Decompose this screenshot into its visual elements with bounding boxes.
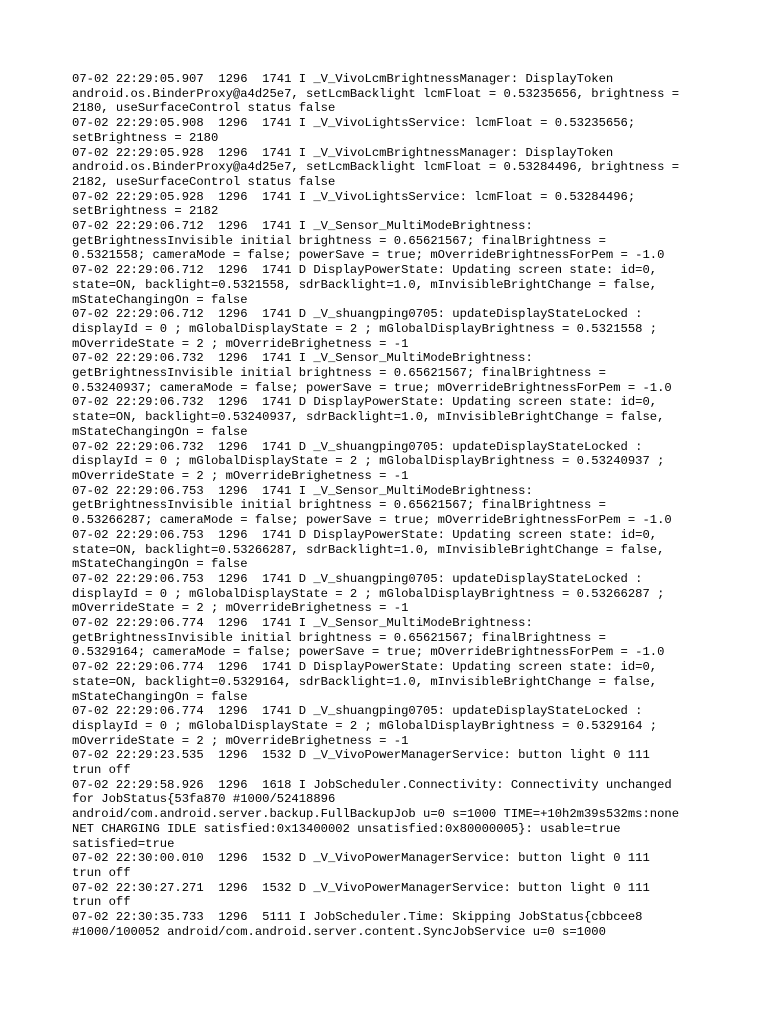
log-line: 07-02 22:29:06.732 1296 1741 I _V_Sensor_MultiModeBrightness: [72, 351, 533, 366]
log-line: #1000/100052 android/com.android.server.content.SyncJobService u=0 s=1000 [72, 924, 606, 939]
log-line: state=ON, backlight=0.5321558, sdrBacklight=1.0, mInvisibleBrightChange = false, [72, 277, 658, 292]
log-line: state=ON, backlight=0.53266287, sdrBacklight=1.0, mInvisibleBrightChange = false, [72, 542, 665, 557]
log-line: NET CHARGING IDLE satisfied:0x13400002 unsatisfied:0x80000005}: usable=true [72, 821, 621, 836]
log-line: displayId = 0 ; mGlobalDisplayState = 2 ; mGlobalDisplayBrightness = 0.5321558 ; [72, 321, 658, 336]
log-line: 0.53266287; cameraMode = false; powerSave = true; mOverrideBrightnessForPem = -1.0 [72, 513, 672, 528]
log-line: 07-02 22:30:27.271 1296 1532 D _V_VivoPowerManagerService: button light 0 111 [72, 880, 650, 895]
log-line: android/com.android.server.backup.FullBackupJob u=0 s=1000 TIME=+10h2m39s532ms:none [72, 807, 680, 822]
log-line: trun off [72, 895, 131, 910]
log-line: 07-02 22:29:06.732 1296 1741 D _V_shuangping0705: updateDisplayStateLocked : [72, 439, 643, 454]
log-line: getBrightnessInvisible initial brightness = 0.65621567; finalBrightness = [72, 366, 606, 381]
log-line: 0.5329164; cameraMode = false; powerSave = true; mOverrideBrightnessForPem = -1.0 [72, 645, 665, 660]
log-line: mOverrideState = 2 ; mOverrideBrighetness = -1 [72, 336, 409, 351]
log-line: 2180, useSurfaceControl status false [72, 101, 336, 116]
log-line: 07-02 22:29:05.928 1296 1741 I _V_VivoLightsService: lcmFloat = 0.53284496; [72, 189, 636, 204]
log-line: 07-02 22:29:23.535 1296 1532 D _V_VivoPowerManagerService: button light 0 111 [72, 748, 650, 763]
log-line: 07-02 22:30:35.733 1296 5111 I JobScheduler.Time: Skipping JobStatus{cbbcee8 [72, 910, 643, 925]
log-line: displayId = 0 ; mGlobalDisplayState = 2 ; mGlobalDisplayBrightness = 0.53266287 ; [72, 586, 665, 601]
log-line: trun off [72, 763, 131, 778]
log-line: state=ON, backlight=0.5329164, sdrBacklight=1.0, mInvisibleBrightChange = false, [72, 674, 658, 689]
log-line: 07-02 22:29:06.774 1296 1741 D DisplayPowerState: Updating screen state: id=0, [72, 660, 658, 675]
log-line: mStateChangingOn = false [72, 424, 248, 439]
log-line: 07-02 22:29:06.712 1296 1741 D _V_shuangping0705: updateDisplayStateLocked : [72, 307, 643, 322]
log-line: setBrightness = 2180 [72, 130, 219, 145]
log-line: 07-02 22:29:06.774 1296 1741 D _V_shuangping0705: updateDisplayStateLocked : [72, 704, 643, 719]
log-line: 07-02 22:29:06.712 1296 1741 I _V_Sensor_MultiModeBrightness: [72, 219, 533, 234]
log-line: 07-02 22:29:06.774 1296 1741 I _V_Sensor_MultiModeBrightness: [72, 616, 533, 631]
log-line: displayId = 0 ; mGlobalDisplayState = 2 ; mGlobalDisplayBrightness = 0.5329164 ; [72, 718, 658, 733]
log-line: getBrightnessInvisible initial brightness = 0.65621567; finalBrightness = [72, 233, 606, 248]
log-line: 0.53240937; cameraMode = false; powerSave = true; mOverrideBrightnessForPem = -1.0 [72, 380, 672, 395]
log-line: 07-02 22:29:58.926 1296 1618 I JobScheduler.Connectivity: Connectivity unchanged [72, 777, 672, 792]
log-document [72, 72, 712, 939]
log-line: 2182, useSurfaceControl status false [72, 174, 336, 189]
log-line: for JobStatus{53fa870 #1000/52418896 [72, 792, 336, 807]
log-line: getBrightnessInvisible initial brightness = 0.65621567; finalBrightness = [72, 498, 606, 513]
log-line: mOverrideState = 2 ; mOverrideBrighetness = -1 [72, 733, 409, 748]
log-line: mOverrideState = 2 ; mOverrideBrighetness = -1 [72, 601, 409, 616]
log-line: 07-02 22:29:05.928 1296 1741 I _V_VivoLcmBrightnessManager: DisplayToken [72, 145, 614, 160]
log-line: satisfied=true [72, 836, 175, 851]
log-line: android.os.BinderProxy@a4d25e7, setLcmBacklight lcmFloat = 0.53284496, brightness = [72, 160, 680, 175]
log-line: 07-02 22:29:06.753 1296 1741 D DisplayPowerState: Updating screen state: id=0, [72, 527, 658, 542]
log-line: getBrightnessInvisible initial brightness = 0.65621567; finalBrightness = [72, 630, 606, 645]
log-line: 07-02 22:29:06.753 1296 1741 D _V_shuangping0705: updateDisplayStateLocked : [72, 571, 643, 586]
log-line: 07-02 22:29:06.712 1296 1741 D DisplayPowerState: Updating screen state: id=0, [72, 263, 658, 278]
log-line: 07-02 22:29:05.908 1296 1741 I _V_VivoLightsService: lcmFloat = 0.53235656; [72, 116, 636, 131]
log-line: setBrightness = 2182 [72, 204, 219, 219]
log-line: 07-02 22:29:06.753 1296 1741 I _V_Sensor_MultiModeBrightness: [72, 483, 533, 498]
log-text-block [72, 72, 712, 939]
log-line: 07-02 22:30:00.010 1296 1532 D _V_VivoPowerManagerService: button light 0 111 [72, 851, 650, 866]
log-line: mStateChangingOn = false [72, 557, 248, 572]
log-line: mStateChangingOn = false [72, 689, 248, 704]
log-line: 07-02 22:29:06.732 1296 1741 D DisplayPowerState: Updating screen state: id=0, [72, 395, 658, 410]
log-line: trun off [72, 865, 131, 880]
log-line: 0.5321558; cameraMode = false; powerSave = true; mOverrideBrightnessForPem = -1.0 [72, 248, 665, 263]
log-line: mStateChangingOn = false [72, 292, 248, 307]
log-line: displayId = 0 ; mGlobalDisplayState = 2 ; mGlobalDisplayBrightness = 0.53240937 ; [72, 454, 665, 469]
log-line: state=ON, backlight=0.53240937, sdrBacklight=1.0, mInvisibleBrightChange = false, [72, 410, 665, 425]
log-line: mOverrideState = 2 ; mOverrideBrighetness = -1 [72, 468, 409, 483]
log-line: 07-02 22:29:05.907 1296 1741 I _V_VivoLcmBrightnessManager: DisplayToken [72, 72, 614, 86]
log-line: android.os.BinderProxy@a4d25e7, setLcmBacklight lcmFloat = 0.53235656, brightness = [72, 86, 680, 101]
